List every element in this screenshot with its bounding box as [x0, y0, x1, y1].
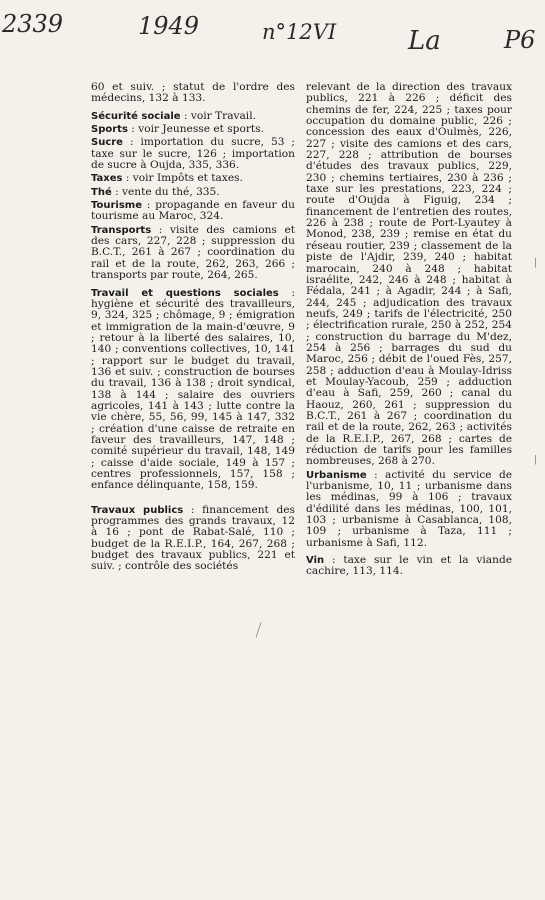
entry-heading: Thé — [91, 186, 112, 198]
entry-text: : propagande en faveur du tourisme au Maroc, 324. — [91, 199, 295, 223]
entry-text: : activité du service de l'urbanisme, 10, 11 ; urbanisme dans les médinas, 99 à 106 ; travaux d'édilité dans les médinas, 100, 101, 103 ; urbanisme à Casablanca, 108, 109 ; urbanisme à Taza, 111 ; urbanisme à Safi, 112. — [306, 468, 512, 549]
index-entry — [91, 200, 295, 223]
entry-heading: Travail et questions sociales — [91, 287, 279, 299]
index-entry — [91, 173, 295, 184]
index-entry — [91, 137, 295, 171]
entry-heading: Transports — [91, 224, 152, 236]
entry-heading: Sports — [91, 124, 128, 136]
index-entry — [91, 225, 295, 282]
entry-heading: Travaux publics — [91, 504, 184, 516]
handwritten-reference-number: 2339 — [2, 10, 64, 38]
index-column-left — [91, 82, 295, 575]
pencil-mark — [256, 622, 262, 638]
entry-heading: Urbanisme — [306, 469, 367, 481]
margin-mark: | — [534, 258, 538, 268]
index-column-right — [306, 82, 512, 580]
entry-text: : importation du sucre, 53 ; taxe sur le sucre, 126 ; importation de sucre à Oujda, 335, 336. — [91, 136, 295, 172]
index-entry — [306, 470, 512, 549]
entry-text: 60 et suiv. ; statut de l'ordre des médecins, 132 à 133. — [91, 81, 295, 105]
entry-heading: Sécurité sociale — [91, 110, 181, 122]
entry-text: relevant de la direction des travaux publics, 221 à 226 ; déficit des chemins de fer, 224, 225 ; taxes pour occupation du domaine public, 226 ; concession des eaux d'Oulmès, 226, 227 ; visite des camions et des cars, 227, 228 ; attribution de bourses d'études des travaux publics, 229, 230 ; chemins tertiaires, 230 à 236 ; taxe sur les prestations, 223, 224 ; route d'Oujda à Figuig, 234 ; financement de l'entretien des routes, 226 à 238 ; route de Port-Lyautey à Monod, 238, 239 ; remise en état du réseau routier, 239 ; classement de la piste de l'Ajdir, 239, 240 ; habitat marocain, 240 à 248 ; habitat israélite, 242, 246 à 248 ; habitat à Fédala, 241 ; à Agadir, 244 ; à Safi, 244, 245 ; adjudication des travaux neufs, 249 ; tarifs de l'électricité, 250 ; électrification rurale, 250 à 252, 254 ; construction du barrage du M'dez, 254 à 256 ; barrages du sud du Maroc, 256 ; débit de l'oued Fès, 257, 258 ; adduction d'eau à Moulay-Idriss et Moulay-Yacoub, 259 ; adduction d'eau à Safi, 259, 260 ; canal du Haouz, 260, 261 ; suppression du B.C.T., 261 à 267 ; coordination du rail et de la route, 262, 263 ; activités de la R.E.I.P., 267, 268 ; cartes de réduction de tarifs pour les familles nombreuses, 268 à 270. — [306, 81, 512, 468]
index-entry — [91, 505, 295, 573]
index-entry — [91, 124, 295, 135]
entry-text: : vente du thé, 335. — [111, 185, 220, 198]
index-entry — [306, 555, 512, 578]
index-entry — [91, 82, 295, 105]
index-entry — [306, 82, 512, 468]
entry-heading: Vin — [306, 555, 325, 567]
handwritten-year: 1949 — [138, 12, 200, 40]
entry-text: : hygiène et sécurité des travailleurs, 9, 324, 325 ; chômage, 9 ; émigration et immigration de la main-d'œuvre, 9 ; retour à la liberté des salaires, 10, 140 ; conventions collectives, 10, 141 ; rapport sur le budget du travail, 136 et suiv. ; construction de bourses du travail, 136 à 138 ; droit syndical, 138 à 144 ; salaire des ouvriers agricoles, 141 à 143 ; lutte contre la vie chère, 55, 56, 99, 145 à 147, 332 ; création d'une caisse de retraite en faveur des travailleurs, 147, 148 ; comité supérieur du travail, 148, 149 ; caisse d'aide sociale, 149 à 157 ; centres professionnels, 157, 158 ; enfance délinquante, 158, 159. — [91, 286, 296, 492]
handwritten-issue-number: n°12VI — [262, 20, 337, 44]
entry-heading: Tourisme — [91, 200, 142, 212]
index-entry — [91, 187, 295, 198]
handwritten-page-mark: P6 — [504, 26, 536, 54]
entry-heading: Taxes — [91, 173, 123, 185]
entry-text: : taxe sur le vin et la viande cachire, 113, 114. — [306, 554, 512, 578]
entry-heading: Sucre — [91, 137, 123, 149]
index-entry — [91, 288, 295, 492]
entry-text: : voir Travail. — [180, 109, 256, 122]
index-entry — [91, 111, 295, 122]
margin-mark: | — [534, 455, 538, 465]
entry-text: : voir Jeunesse et sports. — [127, 123, 264, 136]
entry-text: : financement des programmes des grands travaux, 12 à 16 ; pont de Rabat-Salé, 110 ; budget de la R.E.I.P., 164, 267, 268 ; budget des travaux publics, 221 et suiv. ; contrôle des sociétés — [91, 503, 295, 573]
handwritten-la: La — [408, 26, 441, 56]
entry-text: : voir Impôts et taxes. — [122, 172, 243, 185]
entry-text: : visite des camions et des cars, 227, 228 ; suppression du B.C.T., 261 à 267 ; coordination du rail et de la route, 262, 263, 266 ; transports par route, 264, 265. — [91, 223, 295, 282]
